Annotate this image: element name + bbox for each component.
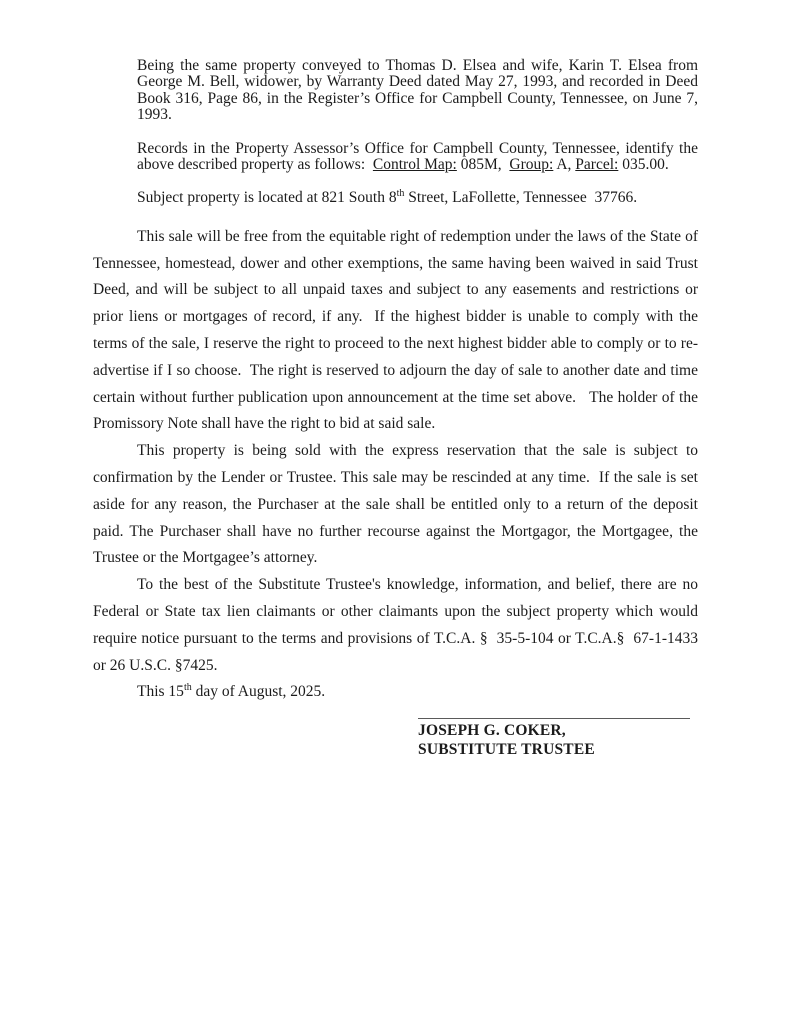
paragraph-date-line: This 15th day of August, 2025. — [137, 682, 326, 701]
paragraph-sale-reservation: This property is being sold with the express reservation that the sale is subject to confirmation by the Lender or Trustee. This sale may be rescinded at any time. If the sale is set aside for any reason, the Purchaser at the sale shall be entitled only to a return of the deposit paid. The Purchaser shall have no further recourse against the Mortgagor, the Mortgagee, the Trustee or the Mortgagee’s attorney. — [93, 442, 702, 567]
body-text-section — [93, 224, 702, 706]
document-page — [93, 57, 702, 759]
signatory-name: JOSEPH G. COKER, — [418, 722, 566, 740]
paragraph-assessor-records: Records in the Property Assessor’s Office for Campbell County, Tennessee, identify the above described property as follows: Control Map: 085M, Group: A, Parcel: 035.00. — [137, 139, 702, 174]
paragraph-tax-lien-statement: To the best of the Substitute Trustee's knowledge, information, and belief, there are no Federal or State tax lien claimants or other claimants upon the subject property which would require notice pursuant to the terms and provisions of T.C.A. § 35-5-104 or T.C.A.§ 67-1-1433 or 26 U.S.C. §7425. — [93, 576, 702, 674]
paragraph-property-conveyance: Being the same property conveyed to Thomas D. Elsea and wife, Karin T. Elsea from George M. Bell, widower, by Warranty Deed dated May 27, 1993, and recorded in Deed Book 316, Page 86, in the Register’s Office for Campbell County, Tennessee, on June 7, 1993. — [137, 57, 702, 124]
indented-recital-section — [93, 57, 702, 207]
paragraph-property-address: Subject property is located at 821 South 8th Street, LaFollette, Tennessee 37766. — [137, 188, 638, 207]
signature-block — [418, 718, 690, 759]
signature-line — [418, 718, 690, 719]
paragraph-sale-terms: This sale will be free from the equitable right of redemption under the laws of the State of Tennessee, homestead, dower and other exemptions, the same having been waived in said Trust Deed, and will be subject to all unpaid taxes and subject to any easements and restrictions or prior liens or mortgages of record, if any. If the highest bidder is unable to comply with the terms of the sale, I reserve the right to proceed to the next highest bidder able to comply or to re-advertise if I so choose. The right is reserved to adjourn the day of sale to another date and time certain without further publication upon announcement at the time set above. The holder of the Promissory Note shall have the right to bid at said sale. — [93, 227, 702, 433]
signatory-title: SUBSTITUTE TRUSTEE — [418, 740, 595, 758]
